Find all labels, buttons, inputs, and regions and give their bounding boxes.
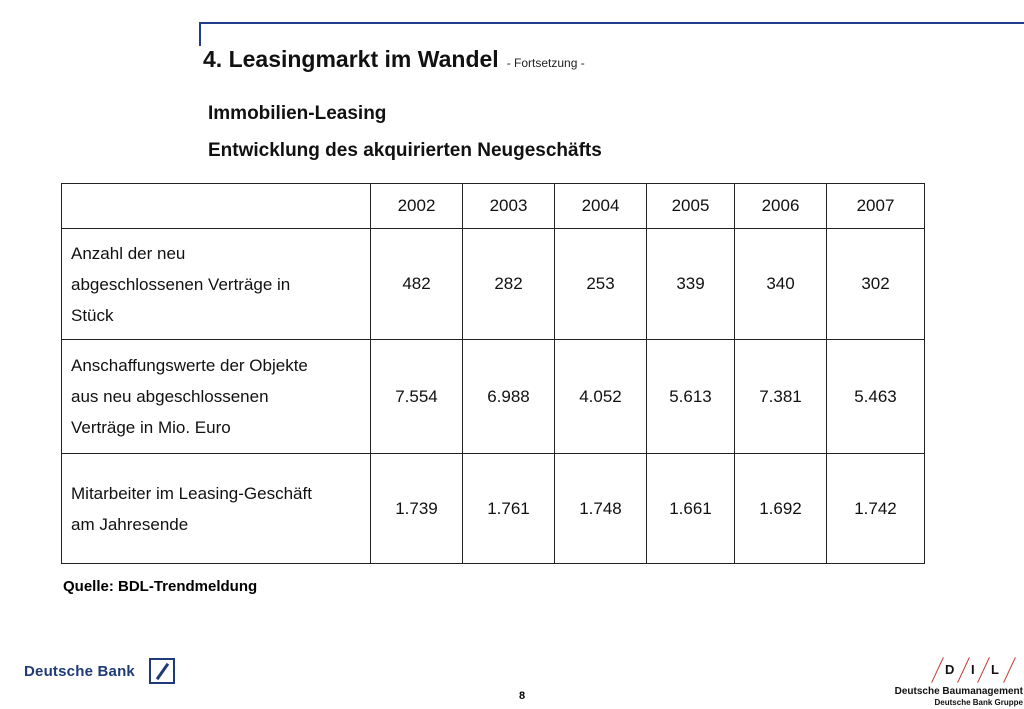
row-label-line: Anzahl der neu bbox=[71, 243, 186, 263]
bank-name: Deutsche Bank bbox=[24, 662, 135, 680]
page-title-suffix: - Fortsetzung - bbox=[506, 56, 585, 70]
row-label-line: Stück bbox=[71, 305, 114, 325]
dil-slash-icon bbox=[977, 657, 990, 683]
section-subtitle-2: Entwicklung des akquirierten Neugeschäfts bbox=[208, 140, 602, 161]
table-cell: 302 bbox=[827, 229, 925, 340]
year-header: 2003 bbox=[463, 184, 555, 229]
source-note: Quelle: BDL-Trendmeldung bbox=[63, 578, 258, 595]
table-cell: 1.661 bbox=[647, 454, 735, 564]
row-label bbox=[62, 229, 371, 340]
dil-letter: L bbox=[991, 662, 999, 677]
table-cell: 282 bbox=[463, 229, 555, 340]
dil-mark-icon bbox=[933, 654, 1023, 686]
row-label-line: Verträge in Mio. Euro bbox=[71, 418, 231, 437]
dil-slash-icon bbox=[957, 657, 970, 683]
table-row bbox=[62, 454, 925, 564]
dil-letter: I bbox=[971, 662, 975, 677]
table-cell: 6.988 bbox=[463, 340, 555, 454]
table-cell: 1.742 bbox=[827, 454, 925, 564]
table-row bbox=[62, 229, 925, 340]
row-label-line: Anschaffungswerte der Objekte bbox=[71, 356, 308, 375]
table-cell: 1.761 bbox=[463, 454, 555, 564]
table-cell: 1.739 bbox=[371, 454, 463, 564]
header-frame-line bbox=[199, 22, 1024, 24]
dil-logo bbox=[893, 654, 1023, 707]
table-cell: 1.748 bbox=[555, 454, 647, 564]
page-title bbox=[203, 46, 585, 73]
row-label-line: aus neu abgeschlossenen bbox=[71, 387, 269, 406]
table-cell: 340 bbox=[735, 229, 827, 340]
year-header: 2004 bbox=[555, 184, 647, 229]
data-table bbox=[61, 183, 925, 564]
deutsche-bank-slash-icon bbox=[149, 658, 175, 684]
row-label-line: am Jahresende bbox=[71, 514, 189, 534]
table-cell: 4.052 bbox=[555, 340, 647, 454]
row-label-line: abgeschlossenen Verträge in bbox=[71, 274, 291, 294]
page-number: 8 bbox=[519, 690, 526, 702]
deutsche-bank-logo bbox=[24, 658, 175, 684]
table-header-row bbox=[62, 184, 925, 229]
table-cell: 339 bbox=[647, 229, 735, 340]
table-row bbox=[62, 340, 925, 454]
dil-letter: D bbox=[945, 662, 955, 677]
dil-group-name: Deutsche Bank Gruppe bbox=[934, 698, 1023, 707]
year-header: 2007 bbox=[827, 184, 925, 229]
row-label bbox=[62, 454, 371, 564]
table-cell: 5.613 bbox=[647, 340, 735, 454]
page-title-text: 4. Leasingmarkt im Wandel bbox=[203, 46, 499, 72]
table-corner-cell bbox=[62, 184, 371, 229]
row-label bbox=[62, 340, 371, 454]
dil-company-name: Deutsche Baumanagement bbox=[894, 686, 1023, 697]
table-cell: 253 bbox=[555, 229, 647, 340]
row-label-line: Mitarbeiter im Leasing-Geschäft bbox=[71, 483, 312, 503]
table-cell: 7.381 bbox=[735, 340, 827, 454]
section-subtitle: Immobilien-Leasing bbox=[208, 103, 387, 124]
dil-slash-icon bbox=[1003, 657, 1016, 683]
table-cell: 5.463 bbox=[827, 340, 925, 454]
table-cell: 1.692 bbox=[735, 454, 827, 564]
dil-slash-icon bbox=[931, 657, 944, 683]
year-header: 2006 bbox=[735, 184, 827, 229]
year-header: 2005 bbox=[647, 184, 735, 229]
table-cell: 7.554 bbox=[371, 340, 463, 454]
header-frame-corner bbox=[199, 22, 201, 46]
year-header: 2002 bbox=[371, 184, 463, 229]
table-cell: 482 bbox=[371, 229, 463, 340]
